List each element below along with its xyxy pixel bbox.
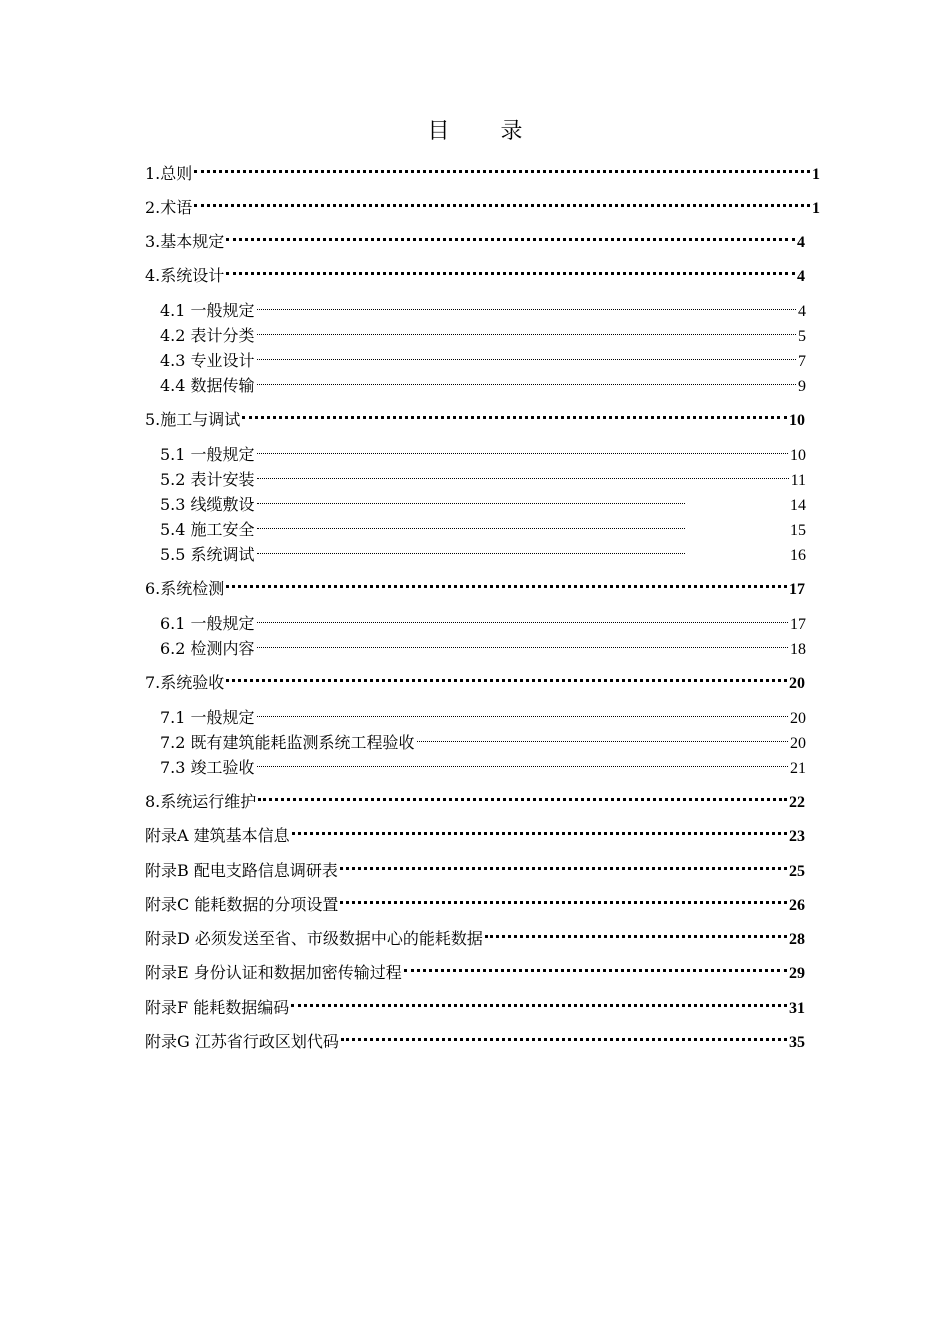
toc-subentry[interactable] (160, 538, 806, 564)
toc-entry-label: 2.术语 (145, 198, 193, 217)
toc-entry-label: 4.3 专业设计 (160, 351, 255, 370)
toc-entry-label: 7.2 既有建筑能耗监测系统工程验收 (160, 733, 415, 752)
toc-entry-page: 28 (789, 931, 805, 948)
toc-entry-label: 3.基本规定 (145, 232, 225, 251)
dot-leader (340, 854, 787, 876)
toc-subentry[interactable] (160, 701, 806, 727)
dot-leader (226, 572, 787, 594)
toc-entry-label: 6.2 检测内容 (160, 639, 255, 658)
dot-leader (257, 369, 796, 391)
toc-entry-page: 21 (790, 760, 806, 777)
dot-leader (257, 607, 788, 629)
toc-entry-page: 1 (812, 166, 820, 183)
toc-entry-label: 4.系统设计 (145, 266, 225, 285)
dot-leader (226, 259, 795, 281)
dot-leader (257, 319, 796, 341)
toc-subentry[interactable] (160, 369, 806, 395)
toc-entry-page: 4 (797, 234, 805, 251)
dot-leader (257, 438, 788, 460)
toc-subentry[interactable] (160, 294, 806, 320)
toc-entry-label: 附录E 身份认证和数据加密传输过程 (145, 963, 402, 982)
toc-subentry[interactable] (160, 438, 806, 464)
toc-entry[interactable] (145, 191, 820, 217)
toc-subentry[interactable] (160, 488, 806, 514)
dot-leader (258, 785, 787, 807)
dot-leader (257, 751, 788, 773)
toc-entry-page: 18 (790, 641, 806, 658)
toc-subentry[interactable] (160, 463, 806, 489)
toc-entry-label: 5.4 施工安全 (160, 520, 255, 539)
toc-entry-page: 26 (789, 897, 805, 914)
toc-entry-label: 4.4 数据传输 (160, 376, 255, 395)
toc-entry[interactable] (145, 157, 820, 183)
toc-entry-page: 10 (790, 447, 806, 464)
dot-leader (417, 726, 788, 748)
toc-entry[interactable] (145, 991, 805, 1017)
dot-leader (292, 819, 787, 841)
toc-entry[interactable] (145, 403, 805, 429)
toc-entry[interactable] (145, 572, 805, 598)
toc-entry-label: 5.2 表计安装 (160, 470, 255, 489)
toc-entry[interactable] (145, 956, 805, 982)
toc-subentry[interactable] (160, 751, 806, 777)
toc-entry-page: 17 (789, 581, 805, 598)
toc-entry-page: 5 (798, 328, 806, 345)
dot-leader (257, 344, 796, 366)
dot-leader (257, 488, 685, 510)
toc-entry-page: 22 (789, 794, 805, 811)
toc-entry-page: 16 (790, 547, 806, 564)
toc-entry-label: 4.1 一般规定 (160, 301, 255, 320)
toc-entry[interactable] (145, 888, 805, 914)
toc-entry-page: 17 (790, 616, 806, 633)
toc-entry-label: 5.施工与调试 (145, 410, 241, 429)
toc-entry-label: 附录B 配电支路信息调研表 (145, 861, 338, 880)
toc-entry-label: 6.系统检测 (145, 579, 225, 598)
toc-entry-page: 11 (790, 472, 806, 489)
toc-entry-label: 8.系统运行维护 (145, 792, 257, 811)
toc-entry[interactable] (145, 1025, 805, 1051)
toc-subentry[interactable] (160, 513, 806, 539)
toc-entry-page: 25 (789, 863, 805, 880)
toc-entry-label: 附录F 能耗数据编码 (145, 998, 290, 1017)
toc-entry-label: 7.3 竣工验收 (160, 758, 255, 777)
toc-entry-page: 31 (789, 1000, 805, 1017)
dot-leader (194, 157, 810, 179)
toc-entry-page: 1 (812, 200, 820, 217)
toc-entry-page: 14 (790, 497, 806, 514)
toc-entry-label: 5.5 系统调试 (160, 545, 255, 564)
toc-entry[interactable] (145, 922, 805, 948)
dot-leader (485, 922, 787, 944)
toc-entry-page: 23 (789, 828, 805, 845)
page-title: 目 录 (427, 119, 545, 144)
dot-leader (340, 888, 787, 910)
dot-leader (242, 403, 787, 425)
toc-entry[interactable] (145, 819, 805, 845)
dot-leader (291, 991, 787, 1013)
dot-leader (226, 225, 795, 247)
dot-leader (257, 632, 788, 654)
toc-entry[interactable] (145, 666, 805, 692)
toc-entry-page: 4 (797, 268, 805, 285)
toc-entry-label: 附录D 必须发送至省、市级数据中心的能耗数据 (145, 929, 483, 948)
dot-leader (257, 463, 789, 485)
toc-entry[interactable] (145, 259, 805, 285)
dot-leader (226, 666, 787, 688)
toc-subentry[interactable] (160, 319, 806, 345)
toc-subentry[interactable] (160, 607, 806, 633)
toc-entry-page: 15 (790, 522, 806, 539)
toc-entry-page: 20 (790, 710, 806, 727)
dot-leader (257, 538, 685, 560)
toc-entry-label: 5.1 一般规定 (160, 445, 255, 464)
toc-subentry[interactable] (160, 344, 806, 370)
dot-leader (257, 294, 796, 316)
toc-entry-label: 7.系统验收 (145, 673, 225, 692)
toc-entry[interactable] (145, 785, 805, 811)
toc-entry-page: 10 (789, 412, 805, 429)
dot-leader (194, 191, 810, 213)
toc-entry-page: 29 (789, 965, 805, 982)
toc-subentry[interactable] (160, 726, 806, 752)
toc-entry-label: 6.1 一般规定 (160, 614, 255, 633)
dot-leader (341, 1025, 787, 1047)
toc-entry-label: 5.3 线缆敷设 (160, 495, 255, 514)
toc-entry-label: 附录A 建筑基本信息 (145, 826, 290, 845)
toc-entry-page: 7 (798, 353, 806, 370)
toc-entry-label: 4.2 表计分类 (160, 326, 255, 345)
dot-leader (257, 701, 788, 723)
toc-entry-page: 20 (789, 675, 805, 692)
dot-leader (257, 513, 685, 535)
toc-entry-page: 9 (798, 378, 806, 395)
toc-entry-label: 7.1 一般规定 (160, 708, 255, 727)
toc-entry-label: 1.总则 (145, 164, 193, 183)
toc-entry[interactable] (145, 225, 805, 251)
toc-entry-label: 附录C 能耗数据的分项设置 (145, 895, 339, 914)
dot-leader (404, 956, 787, 978)
toc-entry-label: 附录G 江苏省行政区划代码 (145, 1032, 339, 1051)
toc-subentry[interactable] (160, 632, 806, 658)
toc-entry-page: 4 (798, 303, 806, 320)
toc-entry-page: 35 (789, 1034, 805, 1051)
toc-entry[interactable] (145, 854, 805, 880)
toc-entry-page: 20 (790, 735, 806, 752)
